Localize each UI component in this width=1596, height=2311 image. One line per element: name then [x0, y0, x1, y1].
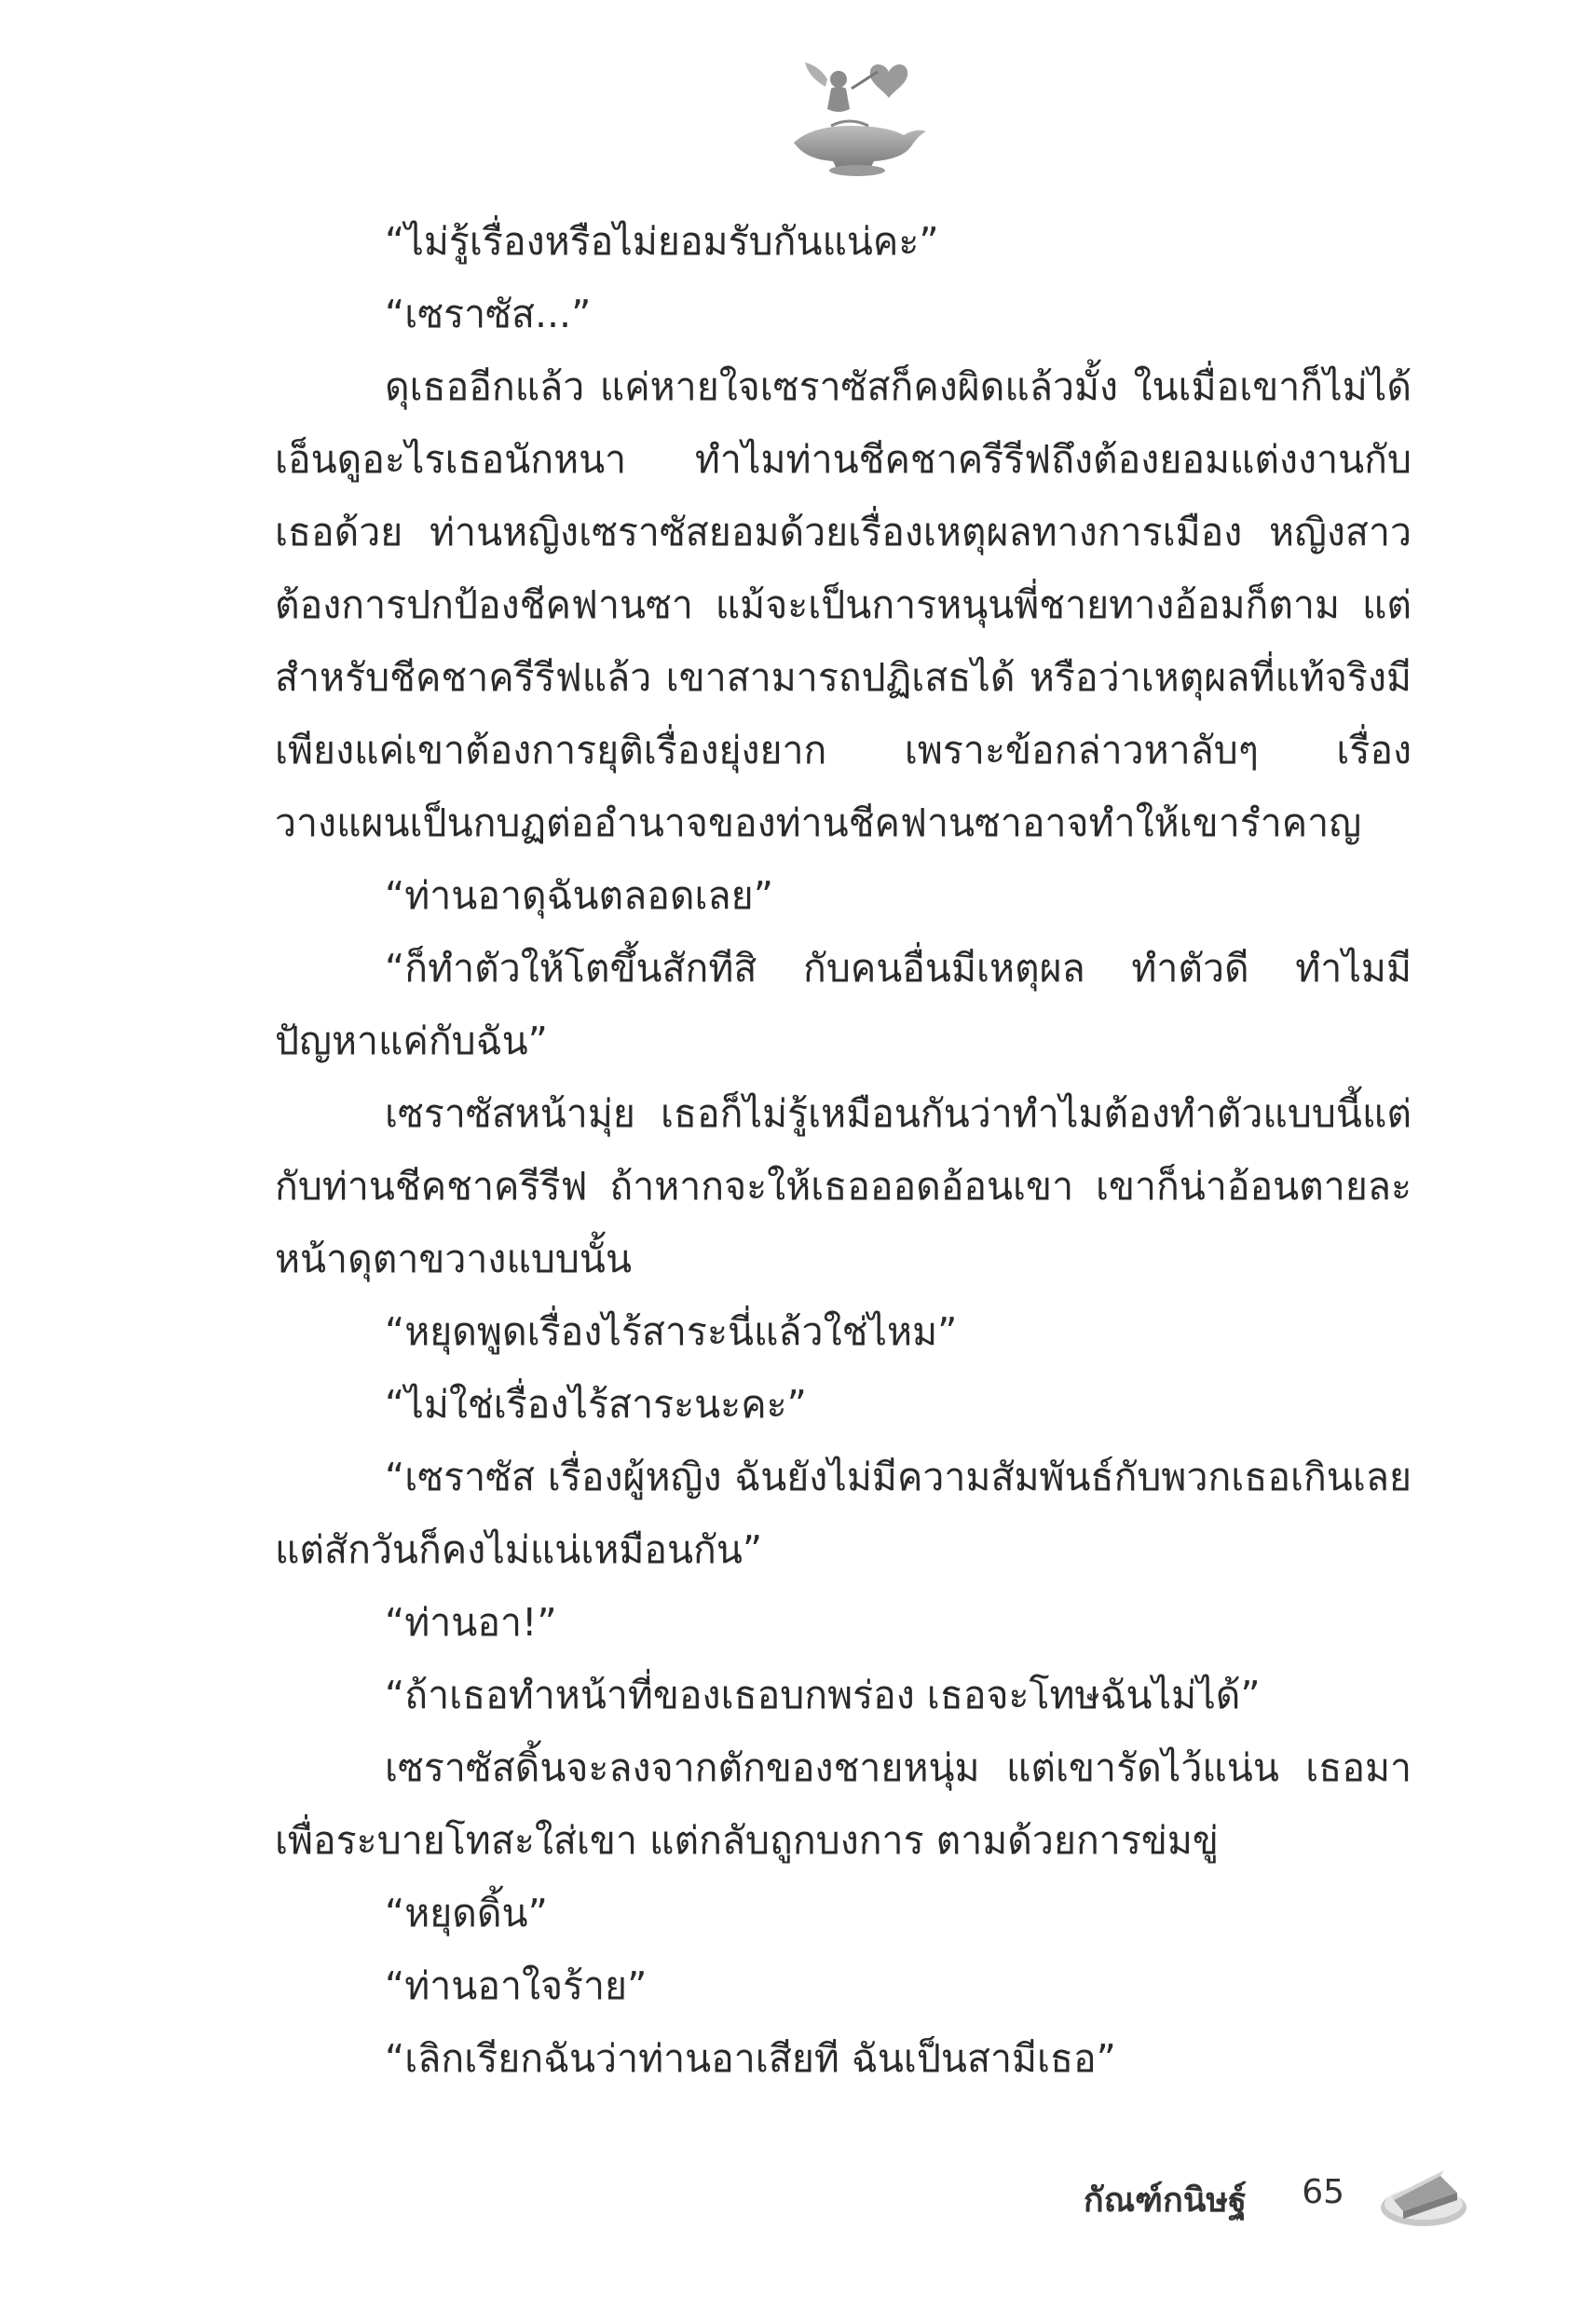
paragraph: เซราซัสหน้ามุ่ย เธอก็ไม่รู้เหมือนกันว่าทำไมต้องทำตัวแบบนี้แต่กับท่านชีคชาครีรีฟ ถ้าหากจะให้เธอออดอ้อนเขา เขาก็น่าอ้อนตายละหน้าดุตาขวางแบบนั้น [275, 1091, 1412, 1281]
page-footer [0, 2153, 1596, 2236]
paragraph: “ไม่รู้เรื่องหรือไม่ยอมรับกันแน่คะ” [385, 219, 939, 264]
paragraph: “ท่านอา!” [385, 1600, 557, 1645]
paragraph: “หยุดพูดเรื่องไร้สาระนี่แล้วใช่ไหม” [385, 1309, 958, 1354]
paragraph: “ก็ทำตัวให้โตขึ้นสักทีสิ กับคนอื่นมีเหตุผล ทำตัวดี ทำไมมีปัญหาแค่กับฉัน” [275, 946, 1412, 1063]
genie-lamp-cupid-icon [775, 51, 934, 182]
page-number: 65 [1302, 2173, 1344, 2211]
paragraph: เซราซัสดิ้นจะลงจากตักของชายหนุ่ม แต่เขารัดไว้แน่น เธอมาเพื่อระบายโทสะใส่เขา แต่กลับถูกบงการ ตามด้วยการข่มขู่ [275, 1745, 1412, 1863]
paragraph: “เลิกเรียกฉันว่าท่านอาเสียที ฉันเป็นสามีเธอ” [385, 2036, 1116, 2081]
cake-slice-icon [1377, 2157, 1470, 2232]
paragraph: “ท่านอาใจร้าย” [385, 1963, 648, 2008]
book-title: กัณฑ์กนิษฐ์ [1083, 2181, 1247, 2220]
paragraph: “ถ้าเธอทำหน้าที่ของเธอบกพร่อง เธอจะโทษฉันไม่ได้” [385, 1673, 1261, 1717]
paragraph: “หยุดดิ้น” [385, 1891, 548, 1935]
paragraph: ดุเธออีกแล้ว แค่หายใจเซราซัสก็คงผิดแล้วมั้ง ในเมื่อเขาก็ไม่ได้เอ็นดูอะไรเธอนักหนา ทำไมท่านชีคชาครีรีฟถึงต้องยอมแต่งงานกับเธอด้วย ท่านหญิงเซราซัสยอมด้วยเรื่องเหตุผลทางการเมือง หญิงสาวต้องการปกป้องชีคฟานซา แม้จะเป็นการหนุนพี่ชายทางอ้อมก็ตาม แต่สำหรับชีคชาครีรีฟแล้ว เขาสามารถปฏิเสธได้ หรือว่าเหตุผลที่แท้จริงมีเพียงแค่เขาต้องการยุติเรื่องยุ่งยาก เพราะข้อกล่าวหาลับๆ เรื่องวางแผนเป็นกบฏต่ออำนาจของท่านชีคฟานซาอาจทำให้เขารำคาญ [275, 364, 1412, 845]
paragraph: “เซราซัส เรื่องผู้หญิง ฉันยังไม่มีความสัมพันธ์กับพวกเธอเกินเลยแต่สักวันก็คงไม่แน่เหมือนกัน” [275, 1455, 1412, 1572]
paragraph: “ท่านอาดุฉันตลอดเลย” [385, 873, 773, 918]
paragraph: “เซราซัส...” [385, 292, 592, 336]
body-text [275, 205, 1412, 2095]
paragraph: “ไม่ใช่เรื่องไร้สาระนะคะ” [385, 1382, 807, 1427]
